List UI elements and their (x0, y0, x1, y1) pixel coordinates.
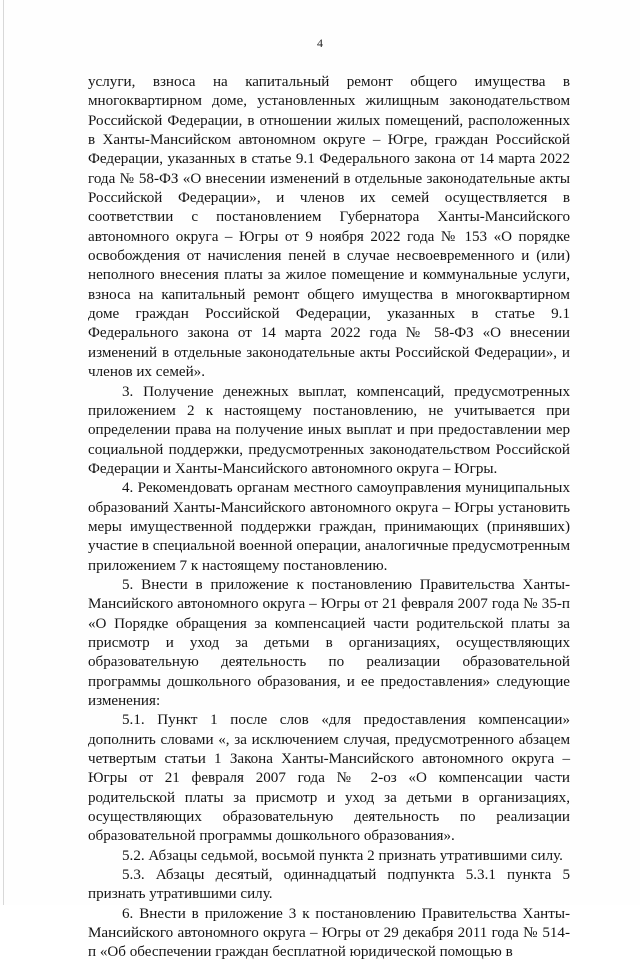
paragraph-item-6: 6. Внести в приложение 3 к постановлению Правительства Ханты-Мансийского автономного округа – Югры от 29 декабря 2011 года № 514-п «Об обеспечении граждан бесплатной юридической помощью в (88, 905, 570, 961)
paragraph-item-4: 4. Рекомендовать органам местного самоуправления муниципальных образований Ханты-Мансийского автономного округа – Югры установить меры имущественной поддержки граждан, принимающих (принявших) участие в специальной военной операции, аналогичные предусмотренным приложением 7 к настоящему постановлению. (88, 480, 570, 574)
scan-edge-line (3, 0, 4, 905)
paragraph-item-5: 5. Внести в приложение к постановлению Правительства Ханты-Мансийского автономного округа – Югры от 21 февраля 2007 года № 35-п «О Порядке обращения за компенсацией части родительской платы за присмотр и уход за детьми в организациях, осуществляющих образовательную деятельность по реализации образовательной программы дошкольного образования, и ее предоставления» следующие изменения: (88, 576, 570, 709)
paragraph-item-5-2: 5.2. Абзацы седьмой, восьмой пункта 2 признать утратившими силу. (122, 847, 563, 864)
page-number: 4 (317, 36, 323, 50)
paragraph-item-3: 3. Получение денежных выплат, компенсаций, предусмотренных приложением 2 к настоящему постановлению, не учитывается при определении права на получение иных выплат и при предоставлении мер социальной поддержки, предусмотренных законодательством Российской Федерации и Ханты-Мансийского автономного округа – Югры. (88, 383, 570, 477)
paragraph-continuation: услуги, взноса на капитальный ремонт общего имущества в многоквартирном доме, установленных жилищным законодательством Российской Федерации, в отношении жилых помещений, расположенных в Ханты-Мансийском автономном округе – Югре, граждан Российской Федерации, указанных в статье 9.1 Федерального закона от 14 марта 2022 года № 58-ФЗ «О внесении изменений в отдельные законодательные акты Российской Федерации», и членов их семей осуществляется в соответствии с постановлением Губернатора Ханты-Мансийского автономного округа – Югры от 9 ноября 2022 года № 153 «О порядке освобождения от начисления пеней в случае несвоевременного и (или) неполного внесения платы за жилое помещение и коммунальные услуги, взноса на капитальный ремонт общего имущества в многоквартирном доме граждан Российской Федерации, указанных в статье 9.1 Федерального закона от 14 марта 2022 года № 58-ФЗ «О внесении изменений в отдельные законодательные акты Российской Федерации», и членов их семей». (88, 74, 570, 381)
paragraph-item-5-1: 5.1. Пункт 1 после слов «для предоставления компенсации» дополнить словами «, за исключением случая, предусмотренного абзацем четвертым статьи 1 Закона Ханты-Мансийского автономного округа – Югры от 21 февраля 2007 года № 2-оз «О компенсации части родительской платы за присмотр и уход за детьми в организациях, осуществляющих образовательную деятельность по реализации образовательной программы дошкольного образования». (88, 712, 570, 845)
document-body (88, 73, 570, 963)
paragraph-item-5-3: 5.3. Абзацы десятый, одиннадцатый подпункта 5.3.1 пункта 5 признать утратившими силу. (88, 867, 570, 903)
